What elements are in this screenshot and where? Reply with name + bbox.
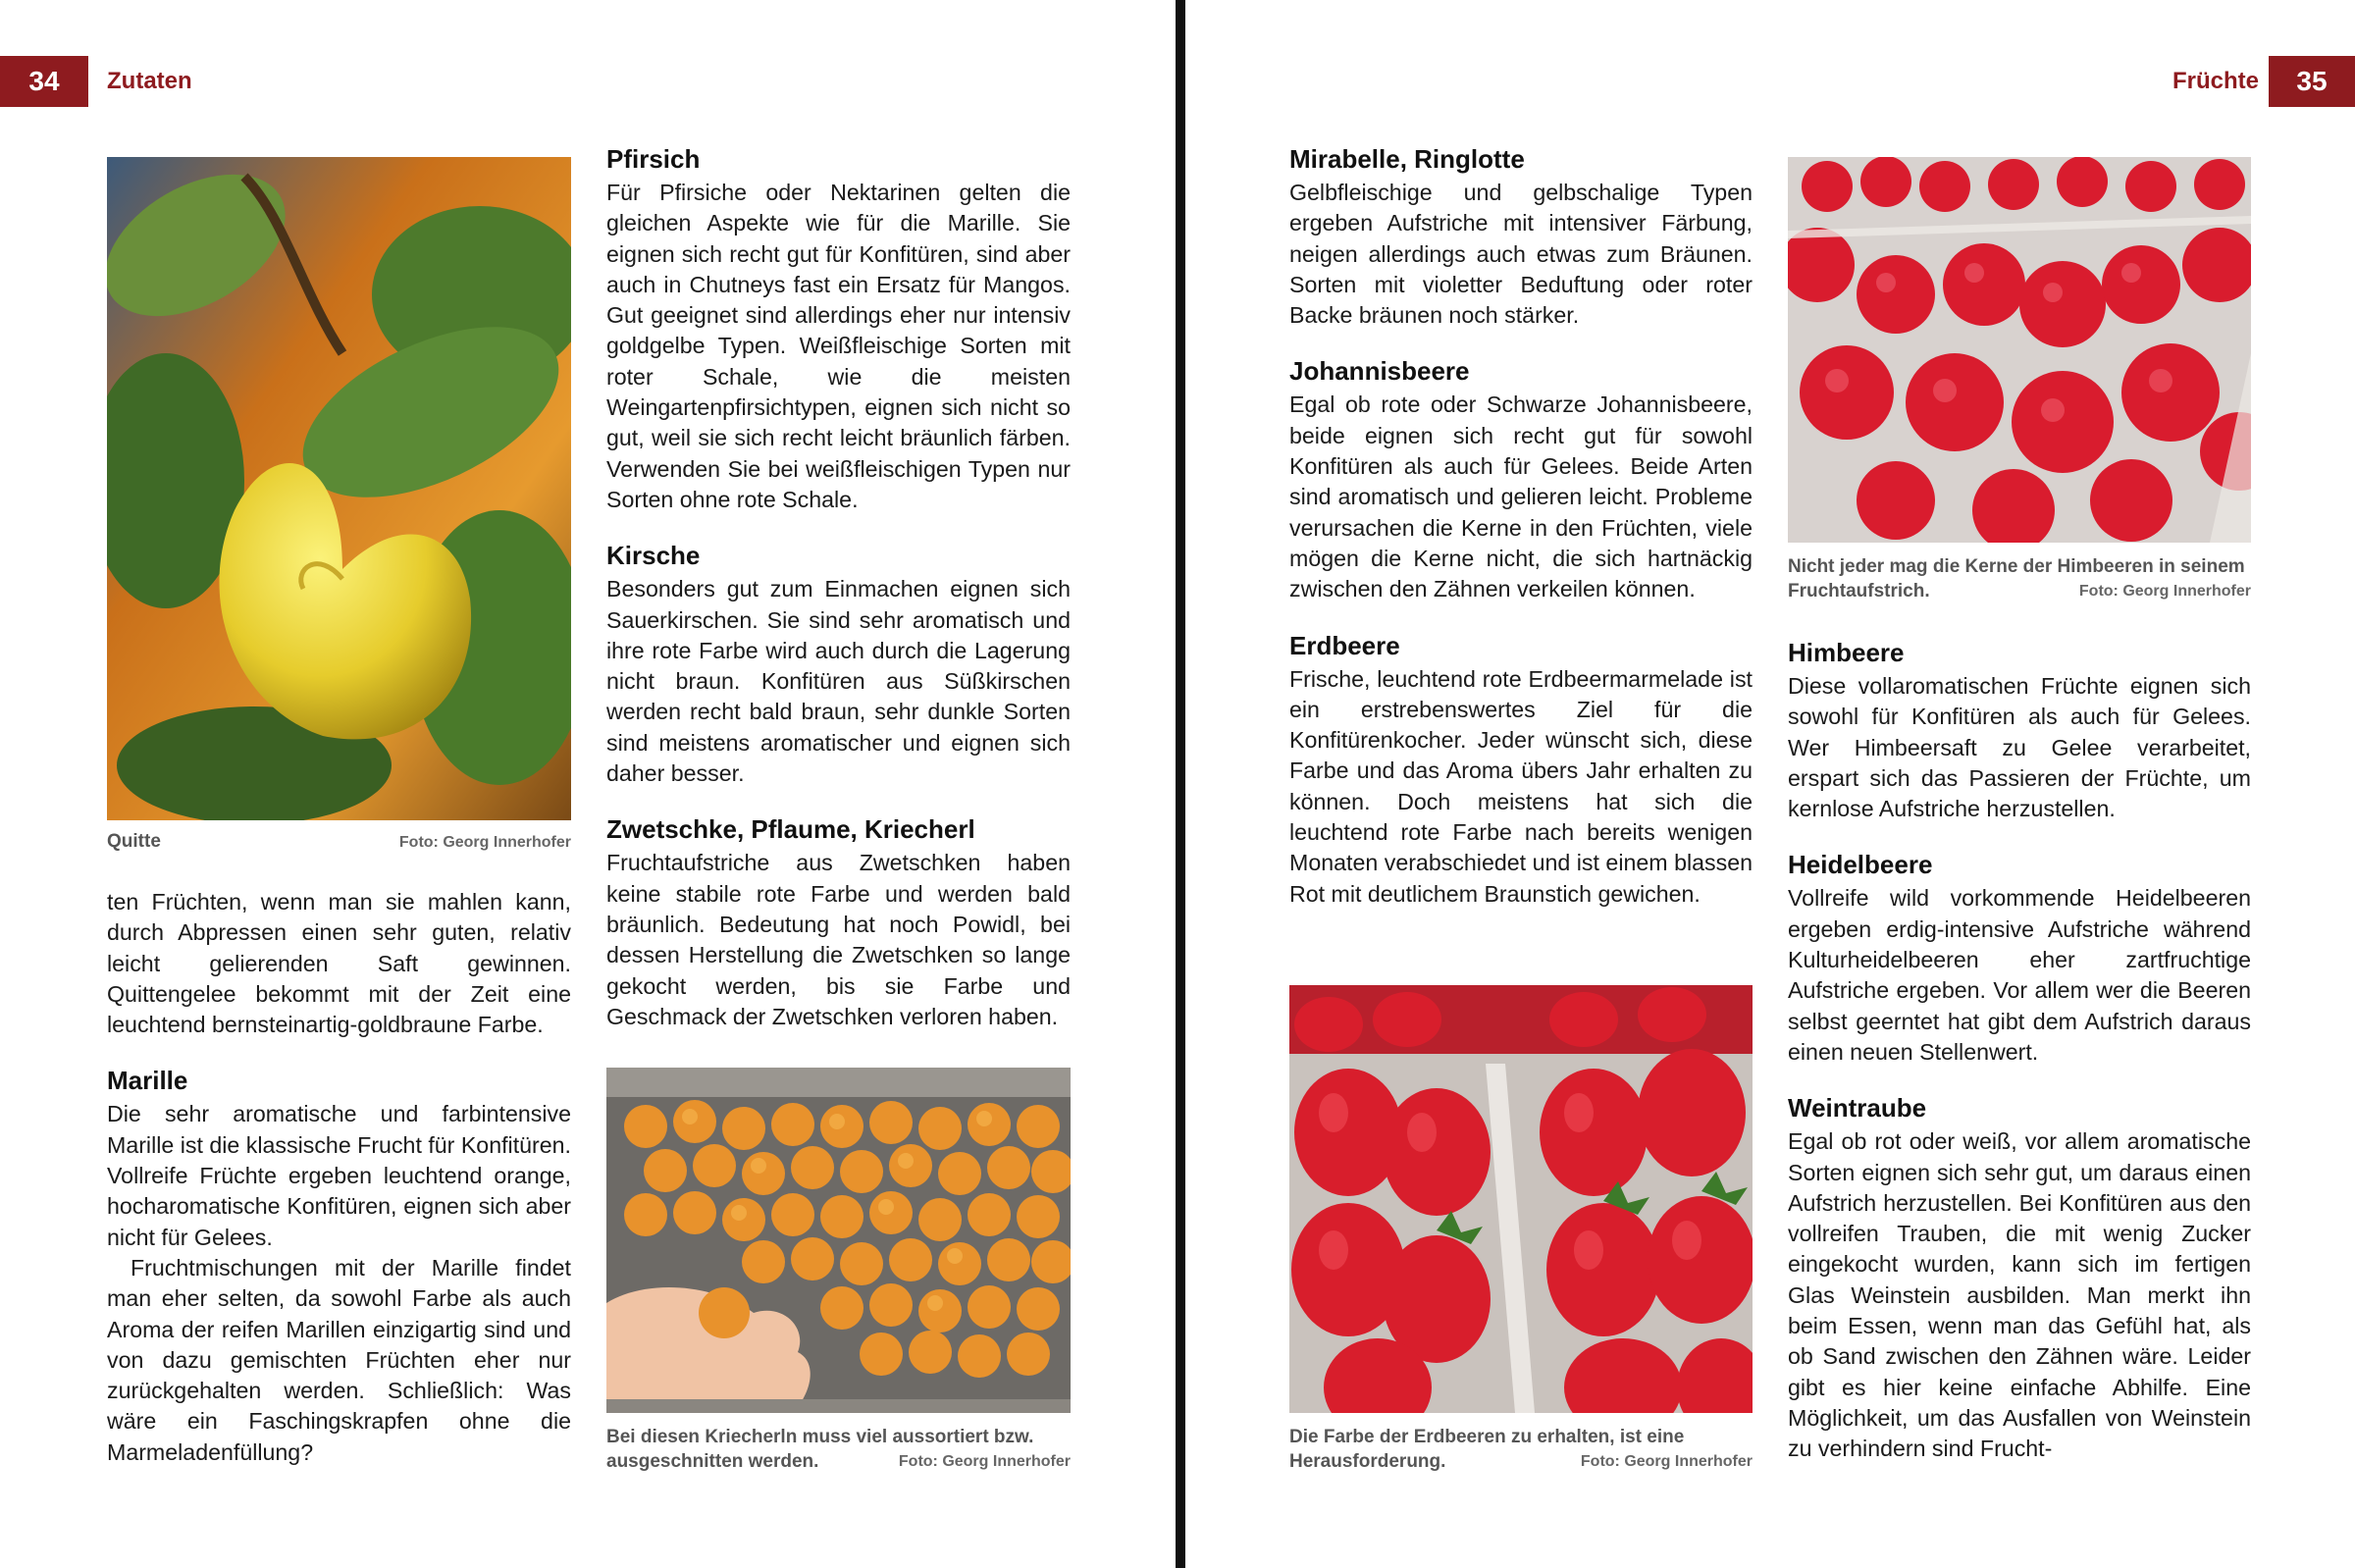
page-number-left: 34 — [0, 56, 88, 107]
heading-marille: Marille — [107, 1066, 188, 1096]
quince-credit: Foto: Georg Innerhofer — [398, 834, 571, 851]
strawberry-caption-text: Die Farbe der Erdbeeren zu erhalten, ist eine Herausforderung. — [1289, 1427, 1685, 1472]
left-page — [0, 0, 1176, 1568]
kriecherl-caption-text: Bei diesen Kriecherln muss viel aussortiert bzw. ausgeschnitten werden. — [606, 1427, 1034, 1472]
page-number-right: 35 — [2269, 56, 2355, 107]
heading-mirabelle: Mirabelle, Ringlotte — [1289, 144, 1525, 174]
raspberry-photo — [1788, 157, 2251, 543]
strawberry-credit: Foto: Georg Innerhofer — [1580, 1453, 1753, 1470]
strawberry-photo — [1289, 985, 1753, 1413]
marille-paragraph-1: Die sehr aromatische und farbintensive Marille ist die klassische Frucht für Konfitüren. Vollreife Früchte ergeben leuchtend orange, hocharomatische Konfitüren, eignen sich aber nicht für Gelees. — [107, 1101, 571, 1250]
himbeere-paragraph: Diese vollaromatischen Früchte eignen sich sowohl für Konfitüren als auch für Gelees. Wer Himbeersaft zu Gelee verarbeitet, erspart sich das Passieren der Früchte, um kernlose Aufstriche herzustellen. — [1788, 673, 2251, 822]
kriecherl-credit: Foto: Georg Innerhofer — [898, 1453, 1071, 1470]
quince-caption — [107, 829, 571, 855]
raspberry-caption — [1788, 554, 2251, 603]
heading-erdbeere: Erdbeere — [1289, 630, 1400, 660]
heading-himbeere: Himbeere — [1788, 638, 1905, 667]
kirsche-paragraph: Besonders gut zum Einmachen eignen sich Sauerkirschen. Sie sind sehr aromatisch und ihre rote Farbe wird auch durch die Lagerung nicht braun. Konfitüren aus Süßkirschen werden recht bald braun, sehr dunkle Sorten sind meistens aromatischer und eignen sich daher besser. — [606, 576, 1071, 787]
continued-paragraph: ten Früchten, wenn man sie mahlen kann, durch Abpressen einen sehr guten, relativ leicht gelierenden Saft gewinnen. Quittengelee bekommt mit der Zeit eine leuchtend bernsteinartig-goldbraune Farbe. — [107, 889, 571, 1038]
weintraube-paragraph: Egal ob rot oder weiß, vor allem aromatische Sorten eignen sich sehr gut, um daraus einen Aufstrich herzustellen. Bei Konfitüren aus den vollreifen Trauben, die mit wenig Zucker eingekocht wurden, kann sich im fertigen Glas Weinstein ausbilden. Man merkt ihn beim Essen, wenn man das Gefühl hat, als ob Sand zwischen den Zähnen wäre. Leider gibt es hier keine einfache Abhilfe. Eine Möglichkeit, um das Ausfallen von Weinstein zu verhindern sind Frucht- — [1788, 1128, 2251, 1462]
erdbeere-paragraph: Frische, leuchtend rote Erdbeermarmelade ist ein erstrebenswertes Ziel für die Konfitürenkocher. Jeder wünscht sich, diese Farbe und das Aroma übers Jahr erhalten zu können. Doch meistens hat sich die leuchtend rote Farbe nach bereits wenigen Monaten verabschiedet und ist einem blassen Rot mit deutlichem Braunstich gewichen. — [1289, 665, 1753, 907]
raspberry-caption-text: Nicht jeder mag die Kerne der Himbeeren in seinem Fruchtaufstrich. — [1788, 556, 2245, 601]
quince-photo — [107, 157, 571, 820]
mirabelle-paragraph: Gelbfleischige und gelbschalige Typen ergeben Aufstriche mit intensiver Färbung, neigen allerdings auch etwas zum Bräunen. Sorten mit violetter Beduftung oder roter Backe bräunen noch stärker. — [1289, 180, 1753, 329]
pfirsich-paragraph: Für Pfirsiche oder Nektarinen gelten die gleichen Aspekte wie für die Marille. Sie eignen sich recht gut für Konfitüren, sind aber auch in Chutneys fast ein Ersatz für Mangos. Gut geeignet sind allerdings eher nur intensiv goldgelbe Typen. Weißfleischige Sorten mit roter Schale, wie die meisten Weingartenpfirsichtypen, eignen sich nicht so gut, weil sie sich recht leicht bräunlich färben. Verwenden Sie bei weißfleischigen Typen nur Sorten ohne rote Schale. — [606, 180, 1071, 512]
right-column-1 — [1289, 140, 1753, 910]
heading-kirsche: Kirsche — [606, 541, 701, 571]
section-title-left: Zutaten — [107, 68, 192, 94]
heading-heidelbeere: Heidelbeere — [1788, 850, 1933, 880]
heading-zwetschke: Zwetschke, Pflaume, Kriecherl — [606, 814, 975, 845]
heading-pfirsich: Pfirsich — [606, 144, 701, 174]
right-page — [1185, 0, 2355, 1568]
heading-weintraube: Weintraube — [1788, 1093, 1927, 1124]
right-column-2 — [1788, 634, 2251, 1465]
heading-johannisbeere: Johannisbeere — [1289, 356, 1470, 387]
marille-paragraph-2: Fruchtmischungen mit der Marille findet man eher selten, da sowohl Farbe als auch Aroma der reifen Marillen einzigartig sind und von dazu gemischten Früchten eher nur zurückgehalten werden. Schließlich: Was wäre ein Faschingskrapfen ohne die Marmeladenfüllung? — [107, 1254, 571, 1465]
johannisbeere-paragraph: Egal ob rote oder Schwarze Johannisbeere, beide eignen sich recht gut für sowohl Konfitüren als auch für Gelees. Beide Arten sind aromatisch und gelieren leicht. Probleme verursachen die Kerne in den Früchten, viele mögen die Kerne nicht, die sich hartnäckig zwischen den Zähnen verkeilen können. — [1289, 392, 1753, 602]
kriecherl-photo — [606, 1068, 1071, 1413]
heidelbeere-paragraph: Vollreife wild vorkommende Heidelbeeren ergeben erdig-intensive Aufstriche während Kulturheidelbeeren eher zartfruchtige Aufstriche ergeben. Vor allem wer die Beeren selbst geerntet hat gibt dem Aufstrich daraus einen neuen Stellenwert. — [1788, 885, 2251, 1065]
quince-caption-text: Quitte — [107, 831, 161, 852]
section-title-right: Früchte — [2172, 68, 2259, 94]
left-column-2 — [606, 140, 1071, 1032]
strawberry-caption — [1289, 1425, 1753, 1474]
left-column-1 — [107, 887, 571, 1468]
kriecherl-caption — [606, 1425, 1071, 1474]
zwetschke-paragraph: Fruchtaufstriche aus Zwetschken haben keine stabile rote Farbe und werden bald bräunlich. Bedeutung hat noch Powidl, bei dessen Herstellung die Zwetschken so lange gekocht werden, bis sie Farbe und Geschmack der Zwetschken verloren haben. — [606, 850, 1071, 1029]
book-spine — [1176, 0, 1185, 1568]
raspberry-credit: Foto: Georg Innerhofer — [2078, 583, 2251, 600]
